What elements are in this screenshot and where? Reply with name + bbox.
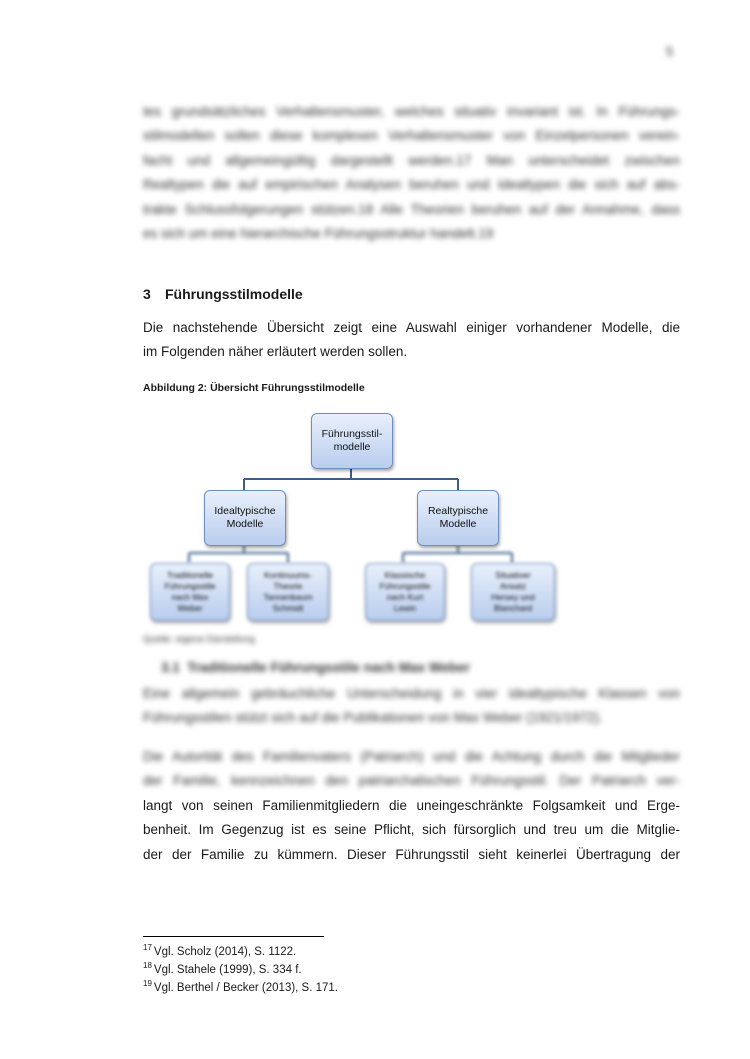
diagram-node-tannenbaum — [247, 563, 329, 621]
section-intro-paragraph — [143, 316, 680, 365]
section-heading — [143, 286, 303, 302]
node-label: Klassische — [384, 570, 426, 580]
node-label: Ansatz — [500, 581, 526, 591]
text-line: Die nachstehende Übersicht zeigt eine Auswahl einiger vorhandener Modelle, die — [143, 320, 680, 335]
node-label: Lewin — [393, 603, 417, 613]
subsection-title: Traditionelle Führungsstile nach Max Weber — [187, 660, 470, 675]
node-label: Theorie — [273, 581, 303, 591]
subsection-heading — [161, 660, 470, 675]
node-label: nach Max — [171, 592, 209, 602]
text-line: stilmodellen sollen diese komplexen Verhaltensmuster von Einzelpersonen verein- — [143, 128, 680, 144]
text-line: im Folgenden näher erläutert werden sollen. — [143, 344, 408, 360]
hierarchy-diagram — [140, 405, 560, 645]
diagram-node-lewin — [365, 563, 445, 621]
node-label: Kontinuums- — [264, 570, 312, 580]
footnote — [143, 941, 338, 959]
footnote-text: Vgl. Stahele (1999), S. 334 f. — [153, 963, 302, 976]
section-title: Führungsstilmodelle — [165, 286, 303, 302]
text-line: es sich um eine hierarchische Führungsstruktur handelt.19 — [143, 226, 494, 242]
node-label: nach Kurt — [386, 592, 424, 602]
figure-source: Quelle: eigene Darstellung — [143, 634, 255, 645]
text-line: tes grundsätzliches Verhaltensmuster, welches situativ invariant ist. In Führungs- — [143, 104, 680, 119]
footnote — [143, 977, 338, 995]
footnotes — [143, 941, 338, 994]
footnote-text: Vgl. Scholz (2014), S. 1122. — [153, 945, 297, 958]
footnote-separator — [143, 936, 324, 937]
node-label: Situativer — [495, 570, 531, 580]
node-label: Realtypische — [427, 505, 489, 517]
text-line: trakte Schlussfolgerungen stützen.18 Alle Theorien beruhen auf der Annahme, dass — [143, 201, 680, 217]
footnote-text: Vgl. Berthel / Becker (2013), S. 171. — [153, 981, 339, 994]
text-line: benheit. Im Gegenzug ist es seine Pflicht, sich fürsorglich und treu um die Mitglie- — [143, 822, 680, 838]
diagram-node-root — [311, 413, 393, 469]
diagram-node-realtypische — [417, 490, 499, 546]
footnote-number: 17 — [143, 943, 152, 952]
diagram-node-idealtypische — [204, 490, 286, 546]
intro-paragraph — [143, 100, 680, 246]
text-line: Realtypen die auf empirischen Analysen beruhen und Idealtypen die sich auf abs- — [143, 177, 680, 193]
node-label: Blanchard — [493, 603, 533, 613]
diagram-node-weber — [150, 563, 230, 621]
footnote — [143, 959, 338, 977]
text-line: langt von seinen Familienmitgliedern die uneingeschränkte Folgsamkeit und Erge- — [143, 798, 680, 813]
node-label: Schmidt — [272, 603, 304, 613]
text-line: Eine allgemein gebräuchliche Unterscheidung in vier idealtypische Klassen von — [143, 686, 680, 701]
section-number: 3 — [143, 286, 151, 302]
text-line: Die Autorität des Familienvaters (Patriarch) und die Achtung durch die Mitglieder — [143, 749, 680, 764]
text-line: Führungsstilen stützt sich auf die Publikationen von Max Weber (1921/1972). — [143, 710, 603, 726]
subsection-paragraph-1 — [143, 682, 680, 731]
subsection-number: 3.1 — [161, 660, 180, 675]
node-label: Hersey und — [491, 592, 535, 602]
footnote-number: 19 — [143, 978, 152, 988]
footnote-number: 18 — [143, 960, 152, 970]
page-number: 5 — [666, 44, 674, 59]
node-label: modelle — [333, 441, 371, 453]
text-line: der der Familie zu kümmern. Dieser Führungsstil sieht keinerlei Übertragung der — [143, 846, 680, 862]
node-label: Modelle — [226, 518, 264, 530]
node-label: Weber — [177, 603, 203, 613]
text-line: facht und allgemeingültig dargestellt werden.17 Man unterscheidet zwischen — [143, 152, 680, 168]
node-label: Traditionelle — [167, 570, 213, 580]
node-label: Führungsstile — [379, 581, 431, 591]
text-line: der Familie, kennzeichnen den patriarchalischen Führungsstil. Der Patriarch ver- — [143, 773, 680, 789]
node-label: Führungsstil- — [321, 428, 383, 440]
diagram-node-hersey — [471, 563, 555, 621]
subsection-paragraph-2-blurred — [143, 745, 680, 794]
node-label: Führungsstile — [164, 581, 216, 591]
node-label: Idealtypische — [214, 505, 276, 517]
subsection-paragraph-2 — [143, 794, 680, 867]
node-label: Modelle — [439, 518, 477, 530]
figure-caption: Abbildung 2: Übersicht Führungsstilmodelle — [143, 382, 365, 394]
node-label: Tannenbaum — [263, 592, 313, 602]
